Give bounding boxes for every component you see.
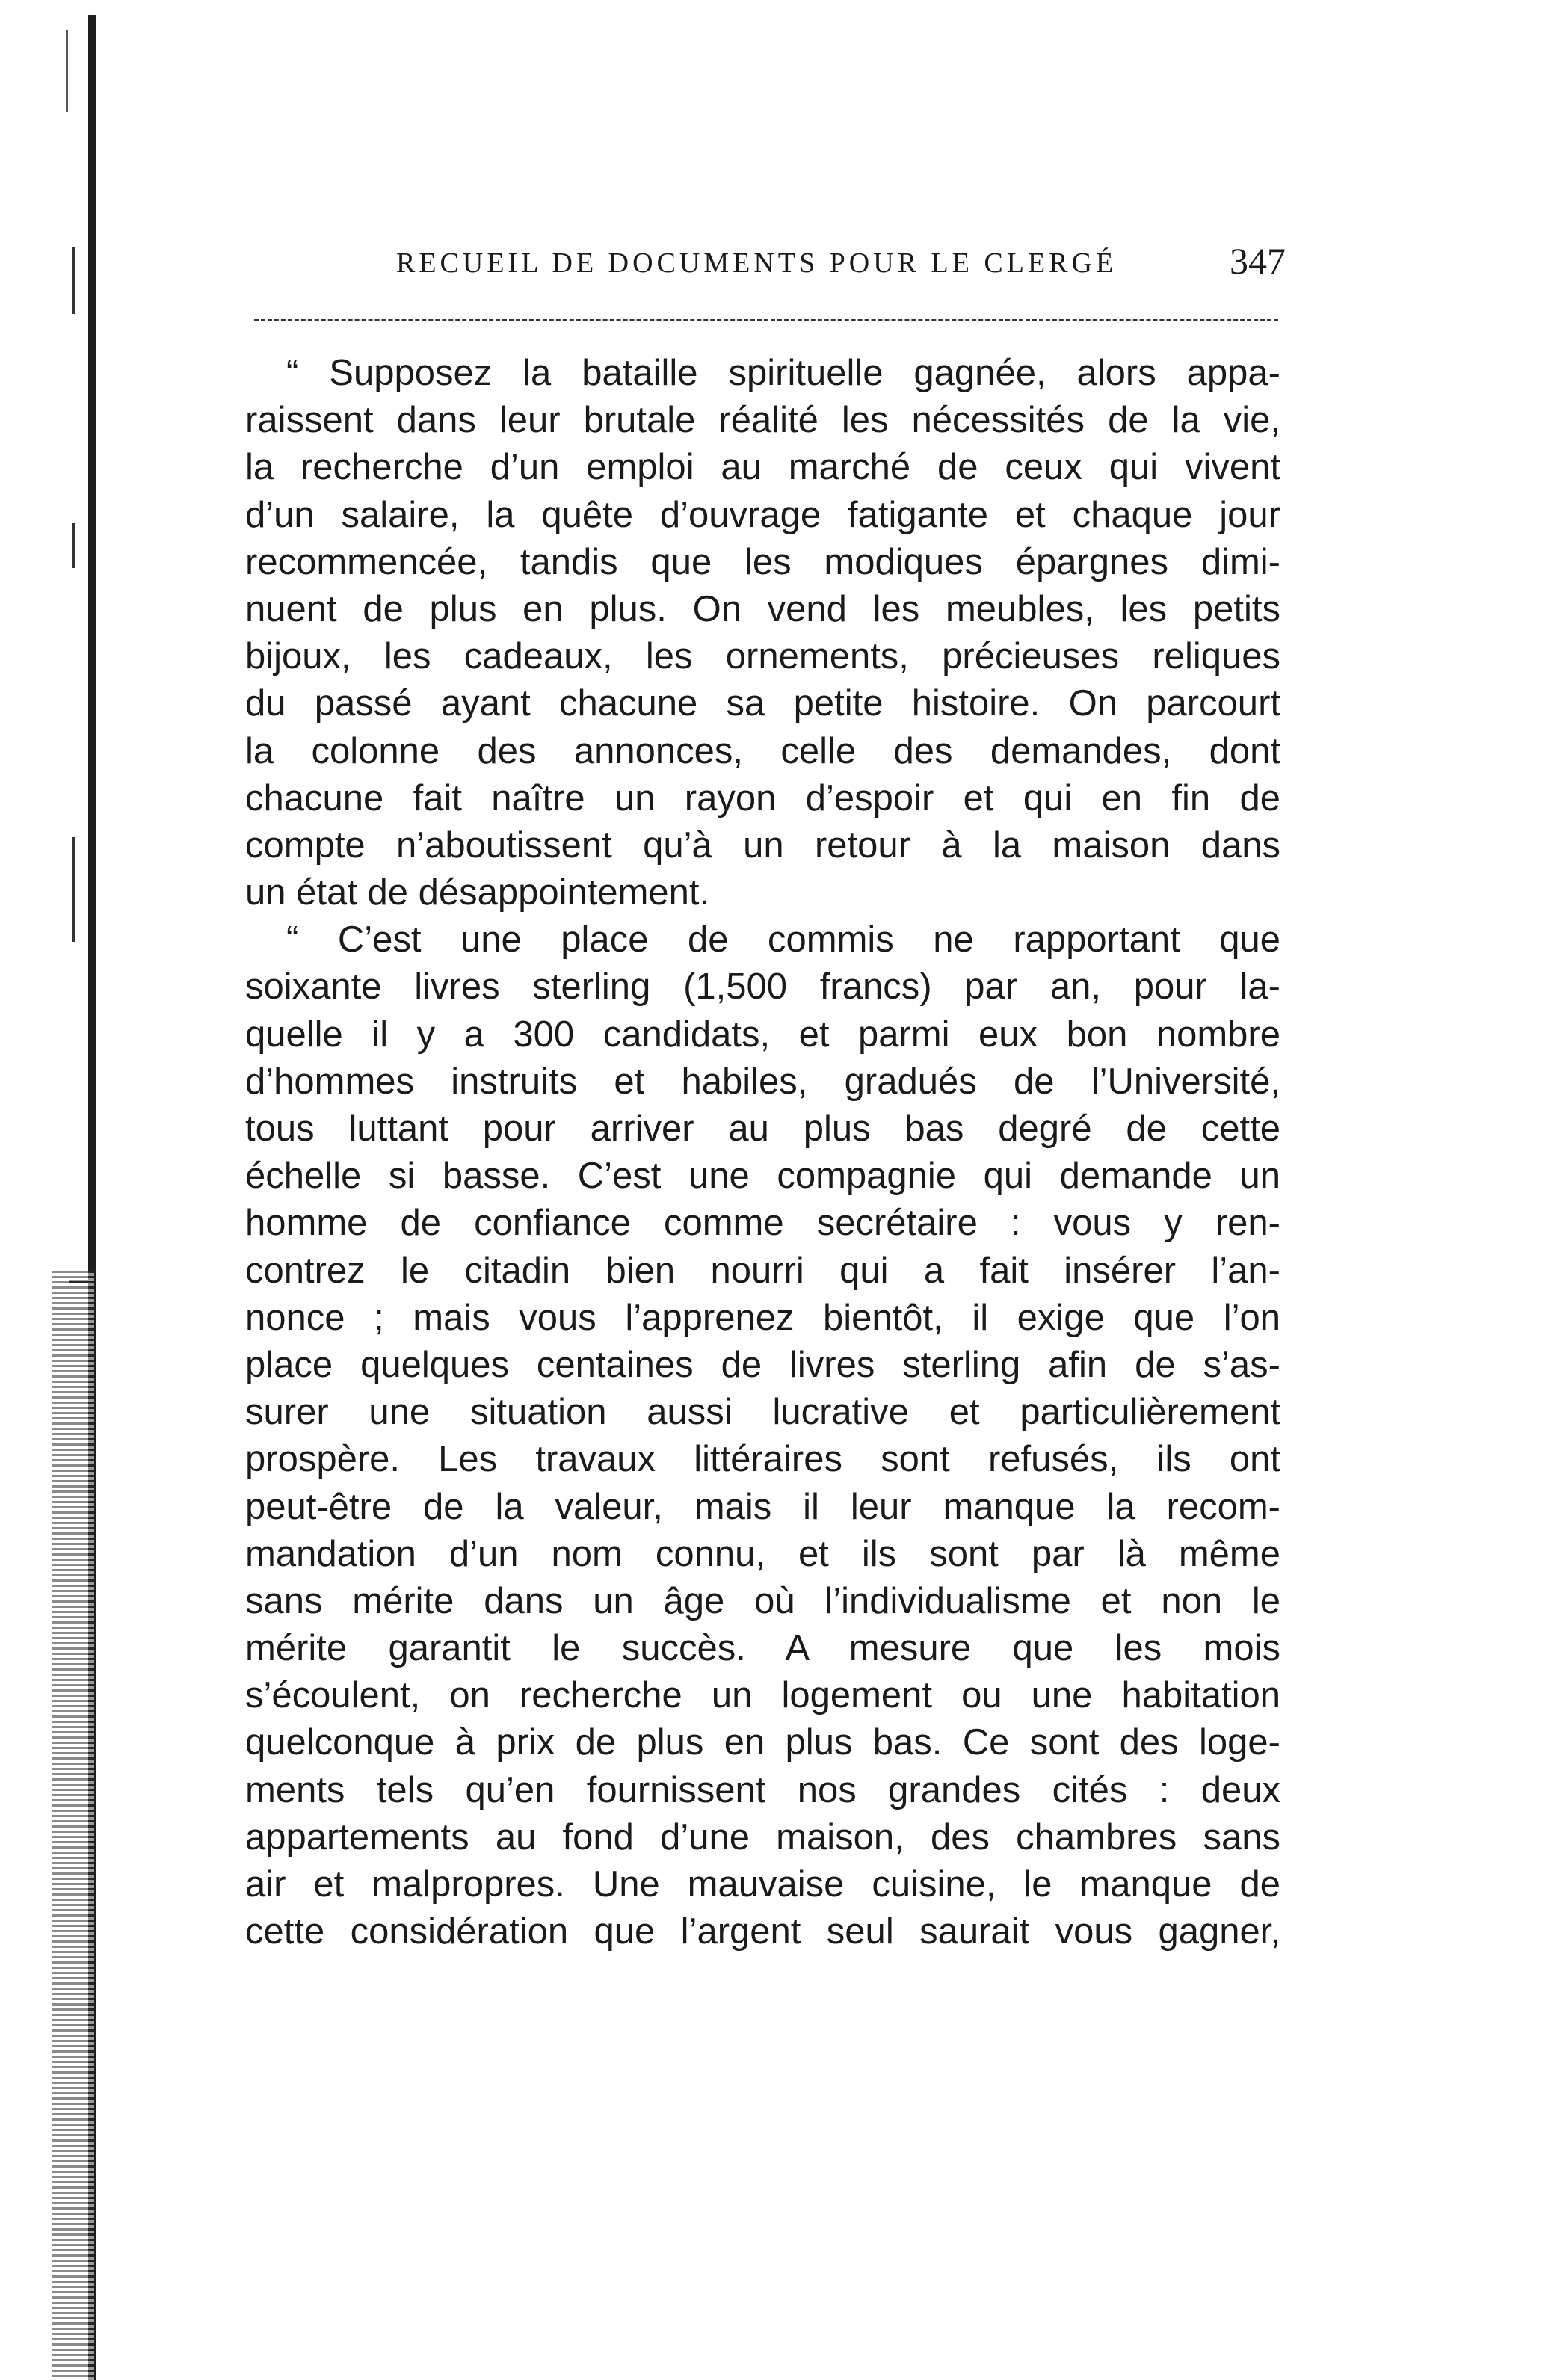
text-line: peut-être de la valeur, mais il leur manque la recom- (245, 1486, 1280, 1527)
text-line: nuent de plus en plus. On vend les meubles, les petits (245, 588, 1280, 629)
header-rule (254, 319, 1278, 321)
running-header (247, 239, 1286, 284)
text-line: tous luttant pour arriver au plus bas degré de cette (245, 1109, 1280, 1149)
text-line: nonce ; mais vous l’apprenez bientôt, il exige que l’on (245, 1297, 1280, 1338)
text-line: cette considération que l’argent seul saurait vous gagner, (245, 1911, 1280, 1952)
text-line: compte n’aboutissent qu’à un retour à la maison dans (245, 824, 1280, 866)
text-line: air et malpropres. Une mauvaise cuisine, le manque de (245, 1864, 1280, 1905)
text-line: sans mérite dans un âge où l’individualisme et non le (245, 1580, 1280, 1621)
text-line: bijoux, les cadeaux, les ornements, précieuses reliques (245, 636, 1280, 677)
text-line: homme de confiance comme secrétaire : vous y ren- (245, 1203, 1280, 1244)
text-line: “ C’est une place de commis ne rapportant que (286, 919, 1280, 961)
text-line: “ Supposez la bataille spirituelle gagnée, alors appa- (286, 353, 1280, 393)
text-line: ments tels qu’en fournissent nos grandes cités : deux (245, 1769, 1280, 1810)
text-line: recommencée, tandis que les modiques épargnes dimi- (245, 541, 1280, 582)
body-text (245, 350, 1280, 1955)
binding-texture (52, 1271, 94, 2380)
text-line: du passé ayant chacune sa petite histoire. On parcourt (245, 683, 1280, 724)
text-line: la colonne des annonces, celle des demandes, dont (245, 730, 1280, 771)
text-line: d’un salaire, la quête d’ouvrage fatigante et chaque jour (245, 494, 1280, 535)
binding-mark (72, 837, 75, 942)
text-line: raissent dans leur brutale réalité les nécessités de la vie, (245, 400, 1280, 441)
text-line: la recherche d’un emploi au marché de ceux qui vivent (245, 447, 1280, 488)
binding-mark (72, 523, 75, 568)
binding-mark (66, 30, 68, 112)
text-line: prospère. Les travaux littéraires sont refusés, ils ont (245, 1439, 1280, 1480)
text-line: échelle si basse. C’est une compagnie qui demande un (245, 1156, 1280, 1197)
text-line: soixante livres sterling (1,500 francs) par an, pour la- (245, 967, 1280, 1008)
text-line: s’écoulent, on recherche un logement ou une habitation (245, 1675, 1280, 1716)
text-line: quelle il y a 300 candidats, et parmi eux bon nombre (245, 1014, 1280, 1055)
text-line: d’hommes instruits et habiles, gradués de l’Université, (245, 1061, 1280, 1102)
page-number: 347 (1230, 240, 1286, 282)
text-line: mérite garantit le succès. A mesure que les mois (245, 1628, 1280, 1669)
text-line: contrez le citadin bien nourri qui a fait insérer l’an- (245, 1250, 1280, 1291)
text-line: chacune fait naître un rayon d’espoir et qui en fin de (245, 777, 1280, 818)
text-line: un état de désappointement. (245, 872, 710, 913)
text-line: appartements au fond d’une maison, des chambres sans (245, 1816, 1280, 1858)
text-line: place quelques centaines de livres sterling afin de s’as- (245, 1344, 1280, 1385)
binding-mark (72, 247, 75, 314)
text-line: mandation d’un nom connu, et ils sont par là même (245, 1533, 1280, 1574)
text-line: quelconque à prix de plus en plus bas. Ce sont des loge- (245, 1722, 1280, 1763)
page-binding-edge (0, 0, 112, 2380)
text-line: surer une situation aussi lucrative et particulièrement (245, 1392, 1280, 1433)
running-title: RECUEIL DE DOCUMENTS POUR LE CLERGÉ (396, 247, 1117, 279)
